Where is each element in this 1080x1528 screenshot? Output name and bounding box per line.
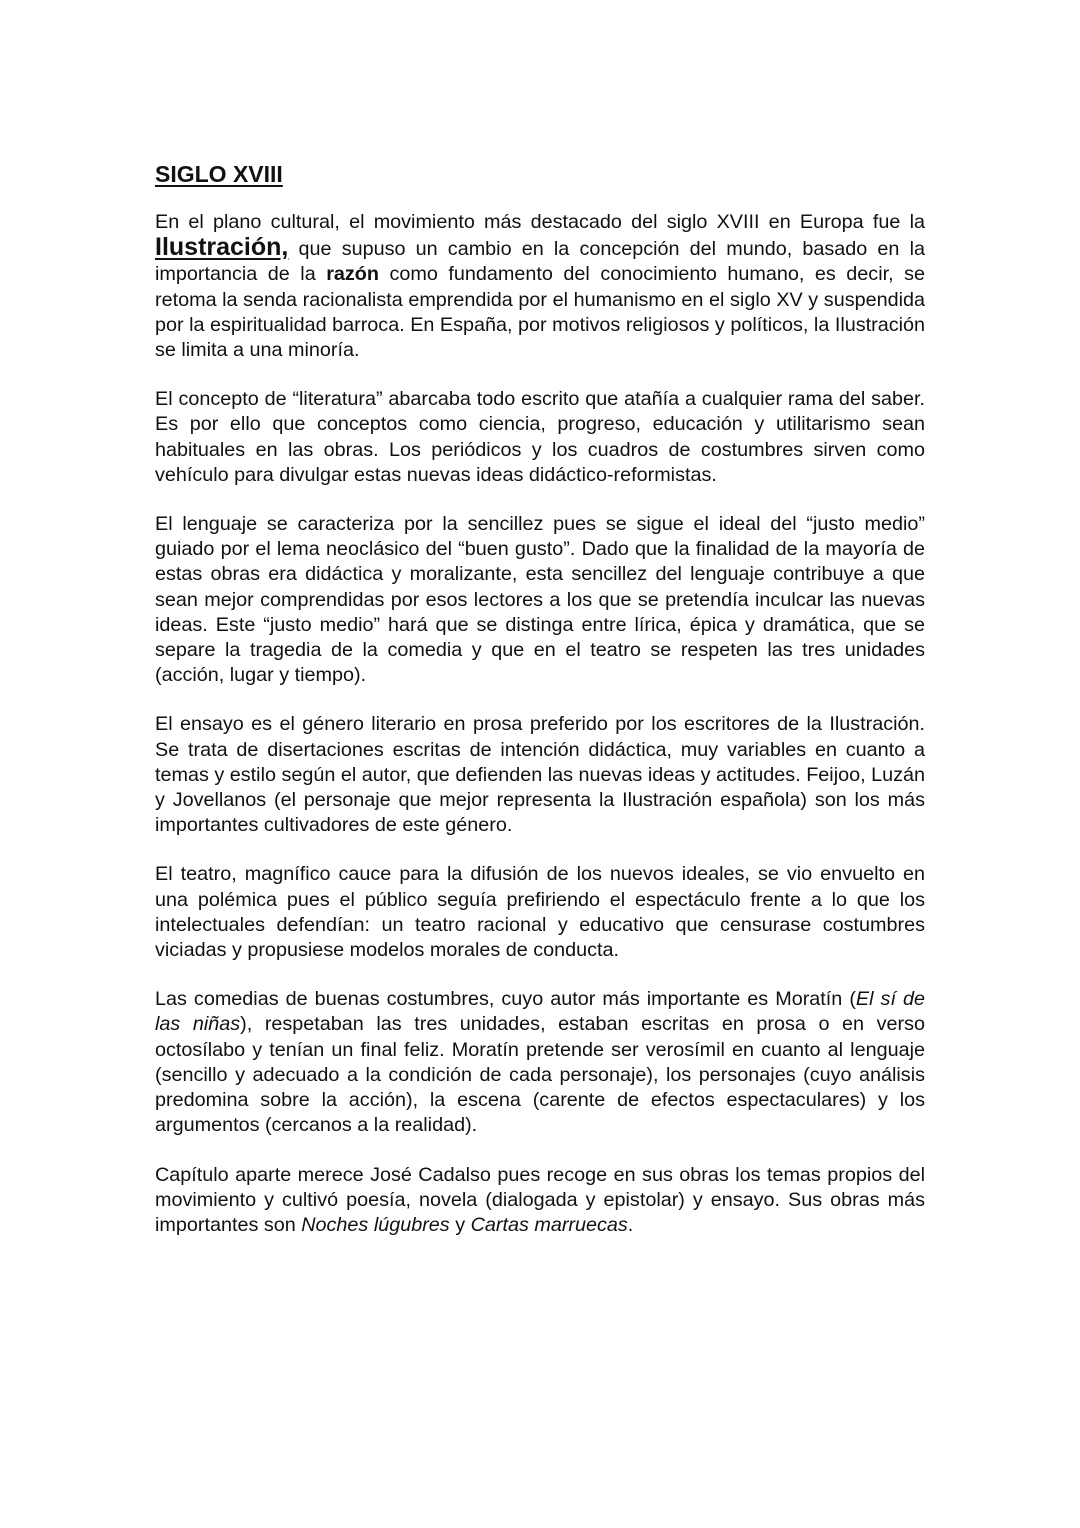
p7-text-1: Capítulo aparte merece José Cadalso pues recoge en sus obras los temas propios del movimiento y cultivó poesía, novela (dialogada y epistolar) y ensayo. Sus obras más importantes son (155, 1163, 925, 1236)
paragraph-cadalso (155, 1163, 925, 1239)
p7-text-3: . (627, 1213, 634, 1236)
paragraph-lenguaje: El lenguaje se caracteriza por la sencillez pues se sigue el ideal del “justo medio” guiado por el lema neoclásico del “buen gusto”. Dado que la finalidad de la mayoría de estas obras era didáctica y moralizante, esta sencillez del lenguaje contribuye a que sean mejor comprendidas por esos lectores a los que se pretendía inculcar las nuevas ideas. Este “justo medio” hará que se distinga entre lírica, épica y dramática, que se separe la tragedia de la comedia y que en el teatro se respeten las tres unidades (acción, lugar y tiempo). (155, 513, 925, 687)
p1-text-1: En el plano cultural, el movimiento más destacado del siglo XVIII en Europa fue la (155, 211, 925, 233)
ilustracion-term: Ilustración, (155, 233, 289, 262)
paragraph-ilustracion (155, 210, 925, 363)
p7-text-2: y (449, 1213, 471, 1236)
razon-term: razón (326, 263, 379, 286)
p1-text-3: como fundamento del conocimiento humano, es decir, se retoma la senda racionalista emprendida por el humanismo en el siglo XV y suspendida por la espiritualidad barroca. En España, por motivos religiosos y políticos, la Ilustración se limita a una minoría. (155, 263, 926, 362)
obra-cartas-marruecas: Cartas marruecas (470, 1213, 628, 1236)
p6-text-1: Las comedias de buenas costumbres, cuyo autor más importante es Moratín ( (155, 988, 856, 1011)
document-page (155, 158, 925, 1262)
obra-noches-lugubres: Noches lúgubres (301, 1213, 450, 1236)
paragraph-ensayo: El ensayo es el género literario en prosa preferido por los escritores de la Ilustración. Se trata de disertaciones escritas de intención didáctica, muy variables en cuanto a temas y estilo según el autor, que defienden las nuevas ideas y actitudes. Feijoo, Luzán y Jovellanos (el personaje que mejor representa la Ilustración española) son los más importantes cultivadores de este género. (155, 713, 925, 837)
p1-text-2: que supuso un cambio en la concepción del mundo, basado en la importancia de la (155, 238, 925, 286)
paragraph-teatro: El teatro, magnífico cauce para la difusión de los nuevos ideales, se vio envuelto en una polémica pues el público seguía prefiriendo el espectáculo frente a lo que los intelectuales defendían: un teatro racional y educativo que censurase costumbres viciadas y propusiese modelos morales de conducta. (155, 863, 925, 962)
page-title: SIGLO XVIII (155, 161, 283, 187)
paragraph-comedias (155, 987, 925, 1138)
p6-text-2: ), respetaban las tres unidades, estaban escritas en prosa o en verso octosílabo y tenían un final feliz. Moratín pretende ser verosímil en cuanto al lenguaje (sencillo y adecuado a la condición de cada personaje), los personajes (cuyo análisis predomina sobre la acción), la escena (carente de efectos espectaculares) y los argumentos (cercanos a la realidad). (155, 1013, 925, 1137)
obra-el-si-de-las-ninas: El sí de las niñas (155, 988, 925, 1036)
paragraph-literatura: El concepto de “literatura” abarcaba todo escrito que atañía a cualquier rama del saber. Es por ello que conceptos como ciencia, progreso, educación y utilitarismo sean habituales en las obras. Los periódicos y los cuadros de costumbres sirven como vehículo para divulgar estas nuevas ideas didáctico-reformistas. (155, 388, 925, 486)
